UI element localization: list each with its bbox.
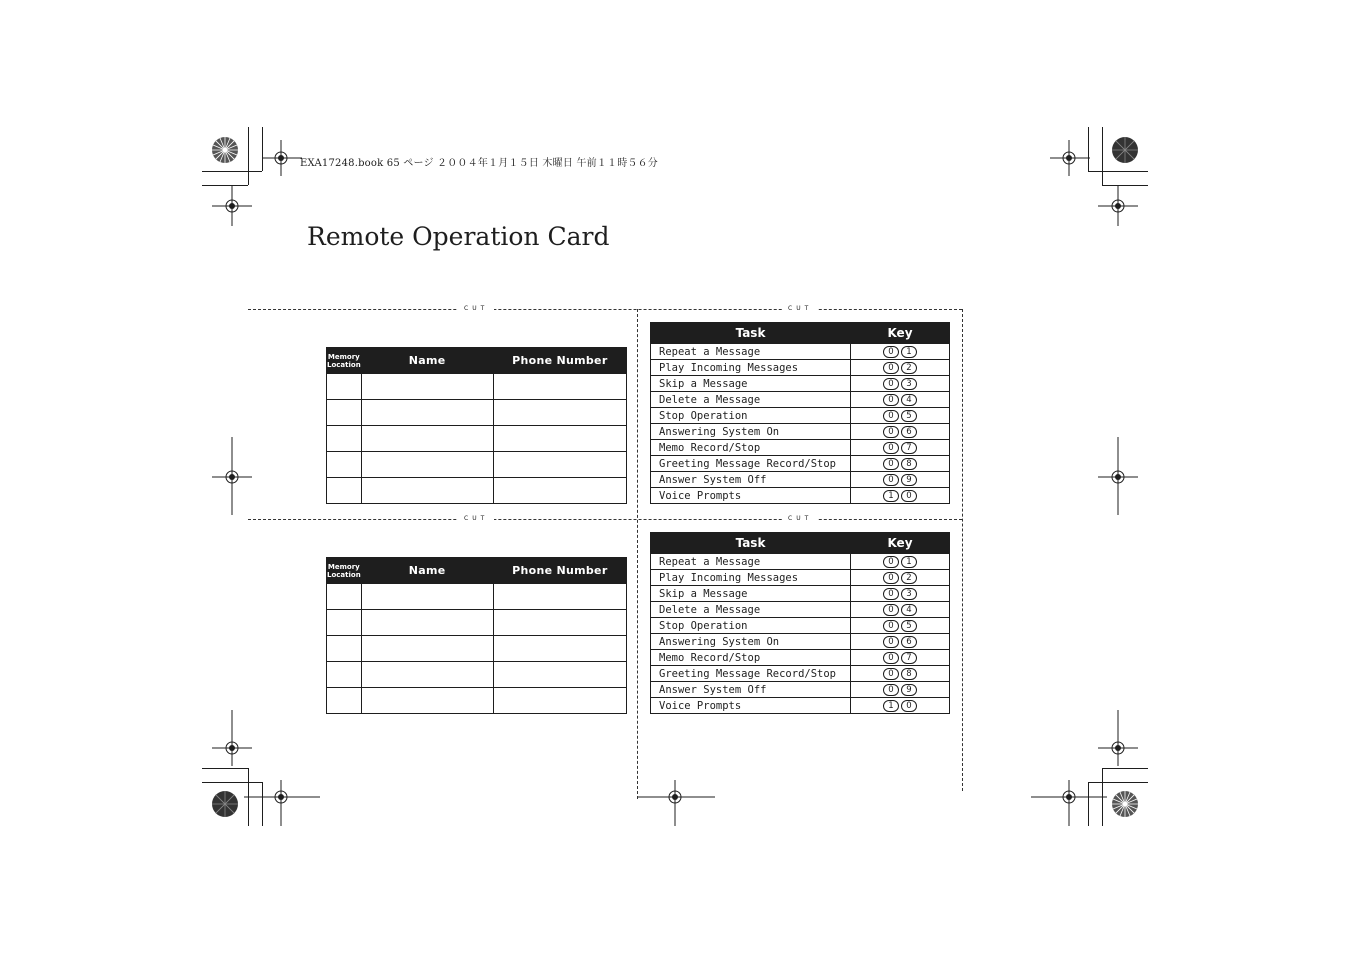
task-row	[651, 666, 950, 682]
task-row	[651, 554, 950, 570]
phone-number-cell	[493, 662, 626, 688]
keypad-key-icon: 4	[901, 394, 917, 406]
key-sequence	[851, 344, 950, 360]
phone-number-cell	[493, 400, 626, 426]
keypad-key-icon: 0	[883, 474, 899, 486]
cut-line	[248, 309, 962, 310]
key-sequence	[851, 554, 950, 570]
keypad-key-icon: 0	[883, 572, 899, 584]
keypad-key-icon: 0	[883, 426, 899, 438]
key-sequence	[851, 666, 950, 682]
name-cell	[361, 688, 493, 714]
task-header: Task	[651, 323, 851, 344]
task-row	[651, 488, 950, 504]
memory-location-cell	[327, 636, 362, 662]
keypad-key-icon: 7	[901, 442, 917, 454]
memory-table-header	[327, 348, 627, 374]
task-name: Delete a Message	[651, 602, 851, 618]
keypad-key-icon: 1	[901, 556, 917, 568]
memory-table	[326, 557, 627, 714]
cut-label: CUT	[458, 305, 494, 313]
phone-number-cell	[493, 374, 626, 400]
registration-mark-icon	[212, 186, 252, 226]
keypad-key-icon: 0	[883, 620, 899, 632]
key-header: Key	[851, 533, 950, 554]
task-name: Memo Record/Stop	[651, 440, 851, 456]
task-row	[651, 650, 950, 666]
memory-row	[327, 584, 627, 610]
key-sequence	[851, 682, 950, 698]
task-table-body	[651, 554, 950, 714]
task-row	[651, 408, 950, 424]
memory-row	[327, 610, 627, 636]
keypad-key-icon: 0	[883, 636, 899, 648]
keypad-key-icon: 8	[901, 668, 917, 680]
memory-row	[327, 426, 627, 452]
memory-row	[327, 478, 627, 504]
task-name: Answer System Off	[651, 472, 851, 488]
phone-number-header: Phone Number	[493, 348, 626, 374]
registration-mark-icon	[244, 780, 320, 826]
keypad-key-icon: 0	[883, 410, 899, 422]
task-header: Task	[651, 533, 851, 554]
phone-number-cell	[493, 426, 626, 452]
task-name: Stop Operation	[651, 618, 851, 634]
memory-row	[327, 452, 627, 478]
task-row	[651, 344, 950, 360]
task-row	[651, 392, 950, 408]
key-sequence	[851, 424, 950, 440]
task-row	[651, 360, 950, 376]
key-sequence	[851, 698, 950, 714]
memory-location-cell	[327, 400, 362, 426]
task-table-header	[651, 323, 950, 344]
memory-location-cell	[327, 374, 362, 400]
name-cell	[361, 400, 493, 426]
keypad-key-icon: 0	[883, 362, 899, 374]
task-name: Answering System On	[651, 634, 851, 650]
task-name: Delete a Message	[651, 392, 851, 408]
key-sequence	[851, 392, 950, 408]
keypad-key-icon: 9	[901, 474, 917, 486]
task-row	[651, 570, 950, 586]
key-sequence	[851, 360, 950, 376]
keypad-key-icon: 9	[901, 684, 917, 696]
keypad-key-icon: 0	[883, 668, 899, 680]
task-row	[651, 456, 950, 472]
keypad-key-icon: 3	[901, 588, 917, 600]
key-sequence	[851, 570, 950, 586]
page-title: Remote Operation Card	[307, 222, 610, 251]
registration-mark-icon	[1098, 710, 1138, 766]
task-name: Voice Prompts	[651, 698, 851, 714]
keypad-key-icon: 0	[883, 652, 899, 664]
key-sequence	[851, 488, 950, 504]
task-name: Play Incoming Messages	[651, 360, 851, 376]
task-name: Skip a Message	[651, 586, 851, 602]
key-sequence	[851, 408, 950, 424]
name-cell	[361, 452, 493, 478]
keypad-key-icon: 6	[901, 636, 917, 648]
name-cell	[361, 662, 493, 688]
keypad-key-icon: 1	[901, 346, 917, 358]
task-row	[651, 586, 950, 602]
keypad-key-icon: 0	[883, 378, 899, 390]
task-name: Voice Prompts	[651, 488, 851, 504]
phone-number-cell	[493, 452, 626, 478]
task-table-body	[651, 344, 950, 504]
memory-row	[327, 688, 627, 714]
memory-location-cell	[327, 452, 362, 478]
phone-number-cell	[493, 688, 626, 714]
memory-location-cell	[327, 426, 362, 452]
phone-number-cell	[493, 610, 626, 636]
memory-row	[327, 662, 627, 688]
keypad-key-icon: 0	[901, 700, 917, 712]
cut-label: CUT	[458, 515, 494, 523]
task-row	[651, 698, 950, 714]
key-sequence	[851, 376, 950, 392]
key-sequence	[851, 456, 950, 472]
key-sequence	[851, 440, 950, 456]
task-row	[651, 472, 950, 488]
task-row	[651, 602, 950, 618]
task-name: Greeting Message Record/Stop	[651, 666, 851, 682]
task-name: Repeat a Message	[651, 344, 851, 360]
keypad-key-icon: 0	[883, 458, 899, 470]
name-header: Name	[361, 558, 493, 584]
registration-mark-icon	[1098, 186, 1138, 226]
key-sequence	[851, 602, 950, 618]
keypad-key-icon: 0	[883, 684, 899, 696]
task-name: Stop Operation	[651, 408, 851, 424]
color-target-icon	[211, 136, 239, 164]
keypad-key-icon: 0	[883, 346, 899, 358]
color-target-icon	[1111, 790, 1139, 818]
keypad-key-icon: 0	[883, 394, 899, 406]
keypad-key-icon: 7	[901, 652, 917, 664]
memory-location-header: Memory Location	[327, 348, 362, 374]
task-row	[651, 618, 950, 634]
name-cell	[361, 426, 493, 452]
keypad-key-icon: 5	[901, 410, 917, 422]
task-name: Play Incoming Messages	[651, 570, 851, 586]
task-name: Answer System Off	[651, 682, 851, 698]
registration-mark-icon	[212, 710, 252, 766]
name-cell	[361, 636, 493, 662]
key-sequence	[851, 472, 950, 488]
keypad-key-icon: 3	[901, 378, 917, 390]
task-key-table	[650, 322, 950, 504]
registration-mark-icon	[262, 140, 302, 176]
memory-location-cell	[327, 610, 362, 636]
task-name: Skip a Message	[651, 376, 851, 392]
name-cell	[361, 374, 493, 400]
memory-location-cell	[327, 688, 362, 714]
name-cell	[361, 478, 493, 504]
key-sequence	[851, 618, 950, 634]
keypad-key-icon: 2	[901, 362, 917, 374]
memory-table-header	[327, 558, 627, 584]
keypad-key-icon: 0	[901, 490, 917, 502]
cut-line	[637, 309, 638, 799]
key-sequence	[851, 586, 950, 602]
task-key-table	[650, 532, 950, 714]
memory-row	[327, 636, 627, 662]
cut-label: CUT	[782, 305, 818, 313]
phone-number-cell	[493, 584, 626, 610]
keypad-key-icon: 0	[883, 442, 899, 454]
registration-mark-icon	[1050, 140, 1090, 176]
memory-row	[327, 400, 627, 426]
keypad-key-icon: 1	[883, 700, 899, 712]
name-cell	[361, 584, 493, 610]
keypad-key-icon: 5	[901, 620, 917, 632]
key-sequence	[851, 650, 950, 666]
keypad-key-icon: 4	[901, 604, 917, 616]
keypad-key-icon: 8	[901, 458, 917, 470]
keypad-key-icon: 0	[883, 588, 899, 600]
keypad-key-icon: 0	[883, 604, 899, 616]
cut-line	[962, 309, 963, 791]
task-name: Greeting Message Record/Stop	[651, 456, 851, 472]
color-target-icon	[1111, 136, 1139, 164]
registration-mark-icon	[212, 437, 252, 515]
key-header: Key	[851, 323, 950, 344]
memory-location-cell	[327, 584, 362, 610]
registration-mark-icon	[1098, 437, 1138, 515]
phone-number-cell	[493, 478, 626, 504]
keypad-key-icon: 0	[883, 556, 899, 568]
name-cell	[361, 610, 493, 636]
task-row	[651, 682, 950, 698]
cut-line	[248, 519, 962, 520]
keypad-key-icon: 6	[901, 426, 917, 438]
registration-mark-icon	[1031, 780, 1107, 826]
keypad-key-icon: 2	[901, 572, 917, 584]
phone-number-cell	[493, 636, 626, 662]
task-row	[651, 376, 950, 392]
print-header-line: EXA17248.book 65 ページ ２００４年１月１５日 木曜日 午前１１時５６分	[300, 158, 658, 169]
task-name: Repeat a Message	[651, 554, 851, 570]
memory-location-cell	[327, 478, 362, 504]
memory-row	[327, 374, 627, 400]
cut-label: CUT	[782, 515, 818, 523]
task-table-header	[651, 533, 950, 554]
memory-location-cell	[327, 662, 362, 688]
memory-location-header: Memory Location	[327, 558, 362, 584]
task-name: Memo Record/Stop	[651, 650, 851, 666]
keypad-key-icon: 1	[883, 490, 899, 502]
task-row	[651, 424, 950, 440]
phone-number-header: Phone Number	[493, 558, 626, 584]
task-name: Answering System On	[651, 424, 851, 440]
color-target-icon	[211, 790, 239, 818]
name-header: Name	[361, 348, 493, 374]
memory-table	[326, 347, 627, 504]
key-sequence	[851, 634, 950, 650]
registration-mark-icon	[637, 780, 715, 826]
task-row	[651, 440, 950, 456]
task-row	[651, 634, 950, 650]
